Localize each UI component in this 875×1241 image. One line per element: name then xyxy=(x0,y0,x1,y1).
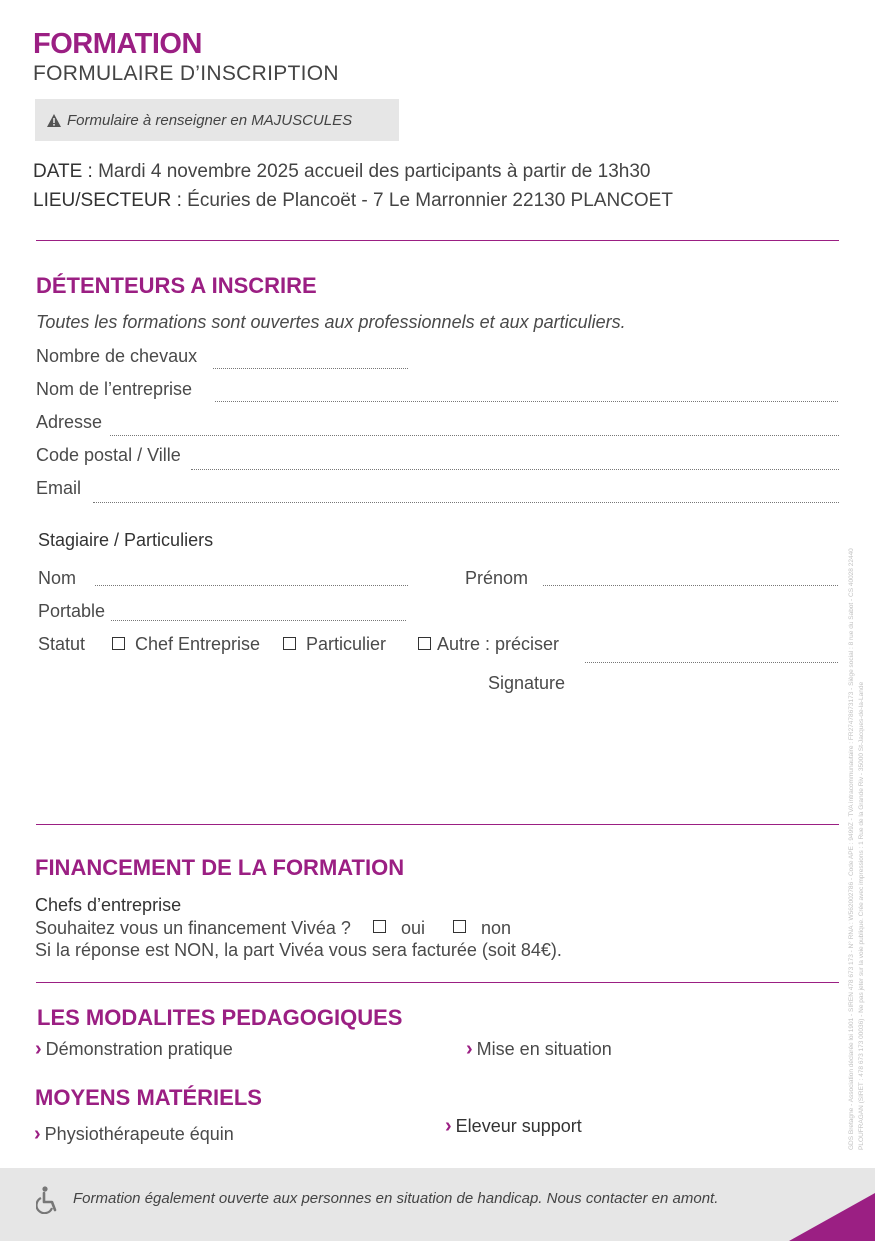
divider xyxy=(36,982,839,983)
autre-field[interactable] xyxy=(585,662,838,663)
horses-label: Nombre de chevaux xyxy=(36,346,198,366)
name-field[interactable] xyxy=(95,585,408,586)
postal-label: Code postal / Ville xyxy=(36,445,181,465)
mobile-label: Portable xyxy=(38,601,106,621)
chef-checkbox[interactable] xyxy=(112,637,125,650)
legal-line: GDS Bretagne - Association déclarée loi 1901 - SIREN 478 673 173 - N° RNA : W562002786 - Code APE : 9499Z - TVA intracommunautaire : FR27478673173 - Siège social : 8 rue du Sabot - CS 40028 22440 xyxy=(848,548,855,1150)
address-label: Adresse xyxy=(36,412,103,432)
divider xyxy=(36,240,839,241)
place-line xyxy=(33,190,673,212)
signature-label: Signature xyxy=(488,673,566,693)
holders-heading: DÉTENTEURS A INSCRIRE xyxy=(36,273,317,298)
place-value: Écuries de Plancoët - 7 Le Marronnier 22130 PLANCOET xyxy=(187,190,673,211)
postal-field[interactable] xyxy=(191,469,839,470)
funding-no-label: non xyxy=(481,918,512,938)
funding-question: Souhaitez vous un financement Vivéa ? xyxy=(35,918,351,938)
means-item xyxy=(445,1115,582,1138)
funding-yes-label: oui xyxy=(401,918,426,938)
footer-text: Formation également ouverte aux personnes en situation de handicap. Nous contacter en amont. xyxy=(73,1190,719,1207)
name-label: Nom xyxy=(38,568,77,588)
funding-heading: FINANCEMENT DE LA FORMATION xyxy=(35,855,405,880)
firstname-label: Prénom xyxy=(465,568,529,588)
funding-note: Si la réponse est NON, la part Vivéa vous sera facturée (soit 84€). xyxy=(35,940,562,960)
funding-no-checkbox[interactable] xyxy=(453,920,466,933)
means-item xyxy=(34,1123,234,1146)
status-label: Statut xyxy=(38,634,86,654)
firstname-field[interactable] xyxy=(543,585,838,586)
page-title: FORMATION xyxy=(33,28,202,60)
corner-triangle xyxy=(789,1193,875,1241)
modality-item xyxy=(35,1038,233,1061)
company-field[interactable] xyxy=(215,401,838,402)
date-label: DATE : xyxy=(33,161,93,182)
place-label: LIEU/SECTEUR : xyxy=(33,190,182,211)
horses-field[interactable] xyxy=(213,368,408,369)
date-line xyxy=(33,161,651,183)
autre-label: Autre : préciser xyxy=(437,634,560,654)
modality-item xyxy=(466,1038,612,1061)
email-field[interactable] xyxy=(93,502,839,503)
date-value: Mardi 4 novembre 2025 accueil des participants à partir de 13h30 xyxy=(98,161,651,182)
chevron-right-icon: › xyxy=(445,1115,452,1137)
means-item-label: Physiothérapeute équin xyxy=(44,1124,234,1144)
means-item-label: Eleveur support xyxy=(455,1116,582,1136)
company-label: Nom de l’entreprise xyxy=(36,379,193,399)
particulier-label: Particulier xyxy=(306,634,387,654)
chevron-right-icon: › xyxy=(34,1123,41,1145)
warning-icon xyxy=(47,114,61,127)
modalities-heading: LES MODALITES PEDAGOGIQUES xyxy=(37,1005,403,1030)
particulier-checkbox[interactable] xyxy=(283,637,296,650)
mobile-field[interactable] xyxy=(111,620,406,621)
modality-item-label: Mise en situation xyxy=(476,1039,612,1059)
chevron-right-icon: › xyxy=(35,1038,42,1060)
autre-checkbox[interactable] xyxy=(418,637,431,650)
modality-item-label: Démonstration pratique xyxy=(45,1039,233,1059)
wheelchair-icon xyxy=(36,1186,62,1214)
holders-intro: Toutes les formations sont ouvertes aux professionnels et aux particuliers. xyxy=(36,312,626,332)
means-heading: MOYENS MATÉRIELS xyxy=(35,1085,262,1110)
chef-label: Chef Entreprise xyxy=(135,634,261,654)
signature-area[interactable] xyxy=(585,700,838,810)
divider xyxy=(36,824,839,825)
funding-yes-checkbox[interactable] xyxy=(373,920,386,933)
page-subtitle: FORMULAIRE D’INSCRIPTION xyxy=(33,62,339,85)
legal-line: PLOUFRAGAN (SIRET : 478 673 173 00036) - Ne pas jeter sur la voie publique. Crée avec impressions : 1 Rue de la Grande Riv - 35000 St-Jacques-de-la-Lande xyxy=(858,681,865,1150)
chevron-right-icon: › xyxy=(466,1038,473,1060)
trainee-heading: Stagiaire / Particuliers xyxy=(38,530,214,550)
address-field[interactable] xyxy=(110,435,839,436)
notice-text: Formulaire à renseigner en MAJUSCULES xyxy=(67,111,353,129)
uppercase-notice xyxy=(35,99,399,141)
funding-subheading: Chefs d’entreprise xyxy=(35,895,182,915)
email-label: Email xyxy=(36,478,82,498)
